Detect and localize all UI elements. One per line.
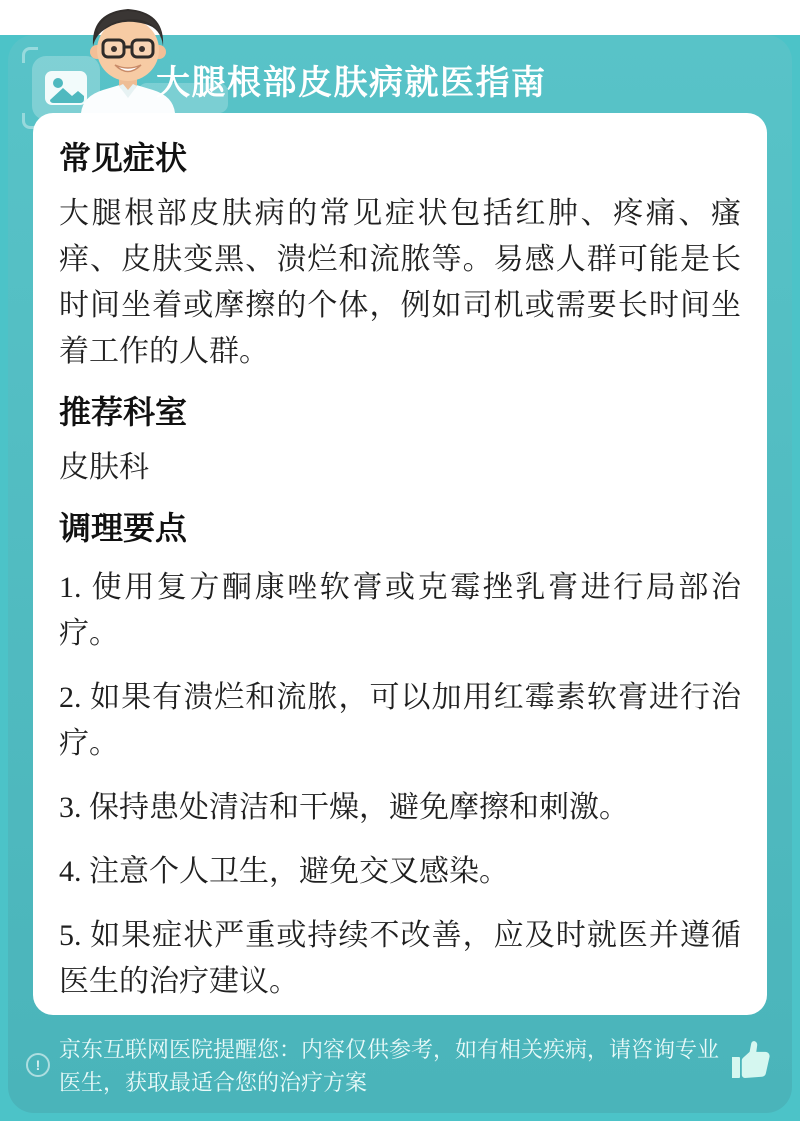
info-icon: ! bbox=[26, 1053, 50, 1077]
content-section bbox=[59, 509, 741, 1005]
section-paragraph: 大腿根部皮肤病的常见症状包括红肿、疼痛、瘙痒、皮肤变黑、溃烂和流脓等。易感人群可能是长时间坐着或摩擦的个体，例如司机或需要长时间坐着工作的人群。 bbox=[59, 197, 741, 368]
list-item bbox=[59, 675, 741, 767]
disclaimer-text: 京东互联网医院提醒您：内容仅供参考，如有相关疾病，请咨询专业医生，获取最适合您的治疗方案 bbox=[59, 1037, 720, 1095]
list-item-number: 3. bbox=[59, 791, 89, 824]
list-item bbox=[59, 565, 741, 657]
guide-panel bbox=[8, 35, 792, 1113]
section-paragraph: 皮肤科 bbox=[59, 451, 149, 484]
content-section bbox=[59, 393, 741, 491]
card-sections bbox=[59, 139, 741, 1005]
list-item bbox=[59, 849, 741, 895]
section-heading: 推荐科室 bbox=[59, 394, 188, 430]
section-heading: 调理要点 bbox=[59, 510, 188, 546]
list-item-text: 注意个人卫生，避免交叉感染。 bbox=[89, 855, 509, 888]
list-item-text: 如果症状严重或持续不改善，应及时就医并遵循医生的治疗建议。 bbox=[59, 919, 742, 998]
list-item-number: 4. bbox=[59, 855, 89, 888]
list-item bbox=[59, 785, 741, 831]
list-item-text: 保持患处清洁和干燥，避免摩擦和刺激。 bbox=[89, 791, 629, 824]
content-card bbox=[33, 113, 767, 1015]
section-heading: 常见症状 bbox=[59, 140, 188, 176]
list-item-text: 使用复方酮康唑软膏或克霉挫乳膏进行局部治疗。 bbox=[59, 571, 742, 650]
list-item-number: 5. bbox=[59, 919, 91, 952]
list-item bbox=[59, 913, 741, 1005]
list-item-number: 1. bbox=[59, 571, 92, 604]
list-item-text: 如果有溃烂和流脓，可以加用红霉素软膏进行治疗。 bbox=[59, 681, 742, 760]
page-title: 大腿根部皮肤病就医指南 bbox=[156, 64, 547, 102]
footer-disclaimer-bar bbox=[24, 1033, 780, 1099]
thumbs-up-icon[interactable] bbox=[724, 1037, 772, 1085]
list-item-number: 2. bbox=[59, 681, 91, 714]
content-section bbox=[59, 139, 741, 375]
